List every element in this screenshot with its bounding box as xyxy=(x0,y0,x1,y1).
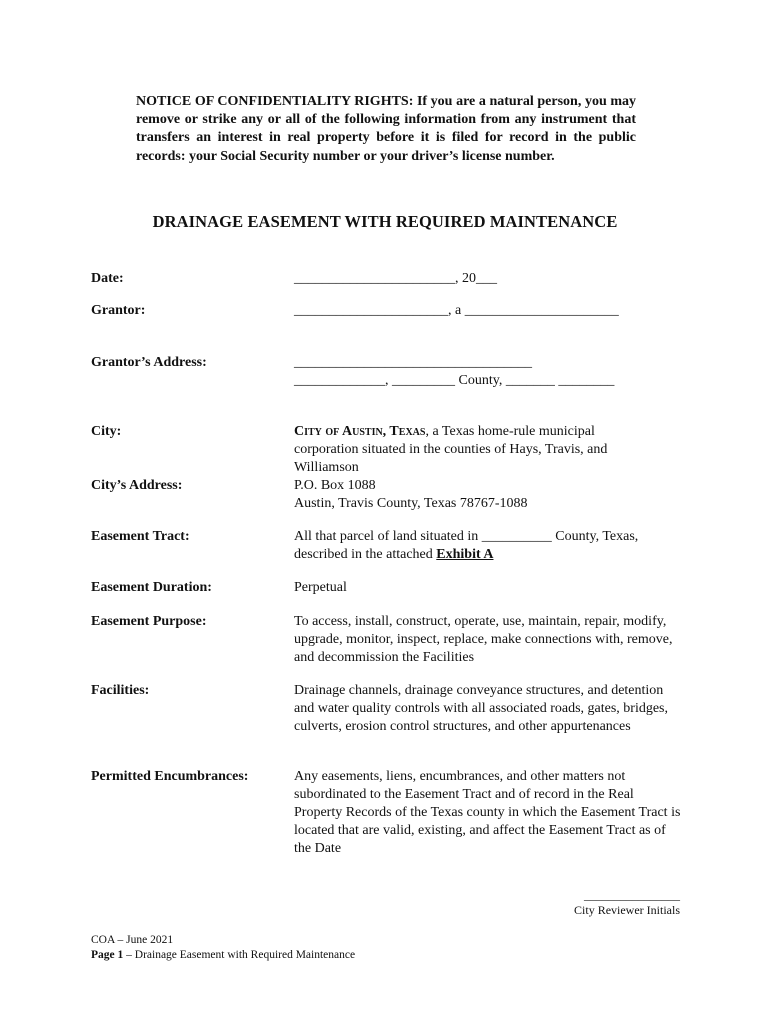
city-label: City: xyxy=(91,424,122,439)
city-address-value xyxy=(294,477,684,513)
easement-duration-value: Perpetual xyxy=(294,580,347,595)
reviewer-initials-label: City Reviewer Initials xyxy=(574,903,680,917)
grantor-address-line2: _____________, _________ County, _______ ________ xyxy=(294,373,615,388)
footer-document-name: – Drainage Easement with Required Maintenance xyxy=(123,949,356,961)
confidentiality-notice: NOTICE OF CONFIDENTIALITY RIGHTS: If you are a natural person, you may remove or strike any or all of the following information from any instrument that transfers an interest in real property before it is filed for record in the public records: your Social Security number or your driver’s license number. xyxy=(136,94,636,164)
easement-tract-label: Easement Tract: xyxy=(91,529,190,544)
city-description: , a Texas home-rule municipal corporation situated in the counties of Hays, Travis, and Williamson xyxy=(294,424,608,475)
grantor-address-label: Grantor’s Address: xyxy=(91,355,207,370)
grantor-address-value xyxy=(294,354,684,390)
grantor-label: Grantor: xyxy=(91,303,146,318)
city-address-label: City’s Address: xyxy=(91,478,183,493)
city-reviewer-initials xyxy=(560,888,680,918)
date-label: Date: xyxy=(91,271,124,286)
date-value: _______________________, 20___ xyxy=(294,271,497,286)
city-address-line2: Austin, Travis County, Texas 78767-1088 xyxy=(294,496,528,511)
permitted-encumbrances-label: Permitted Encumbrances: xyxy=(91,769,249,784)
facilities-value: Drainage channels, drainage conveyance structures, and detention and water quality controls with all associated roads, gates, bridges, culverts, erosion control structures, and other appurtenances xyxy=(294,683,669,734)
document-title: DRAINAGE EASEMENT WITH REQUIRED MAINTENANCE xyxy=(152,212,618,231)
footer-page-number: Page 1 xyxy=(91,949,124,961)
exhibit-a-reference: Exhibit A xyxy=(436,547,494,562)
permitted-encumbrances-value: Any easements, liens, encumbrances, and other matters not subordinated to the Easement Tract and of record in the Real Property Records of the Texas county in which the Easement Tract is located that are valid, existing, and affect the Easement Tract as of the Date xyxy=(294,769,681,856)
city-address-line1: P.O. Box 1088 xyxy=(294,478,376,493)
easement-purpose-label: Easement Purpose: xyxy=(91,614,207,629)
grantor-address-line1: __________________________________ xyxy=(294,355,532,370)
easement-tract-text: All that parcel of land situated in __________ County, Texas, described in the attached xyxy=(294,529,639,562)
footer-revision: COA – June 2021 xyxy=(91,934,174,946)
footer-page-line xyxy=(91,948,355,963)
easement-duration-label: Easement Duration: xyxy=(91,580,212,595)
city-name: City of Austin, Texas xyxy=(294,424,426,439)
easement-purpose-value: To access, install, construct, operate, use, maintain, repair, modify, upgrade, monitor, inspect, replace, make connections with, remove, and decommission the Facilities xyxy=(294,614,673,665)
facilities-label: Facilities: xyxy=(91,683,150,698)
reviewer-initials-line: ________________ xyxy=(584,888,680,902)
grantor-value: ______________________, a ______________________ xyxy=(294,303,619,318)
easement-tract-value xyxy=(294,528,684,564)
city-value xyxy=(294,423,644,477)
page-footer xyxy=(91,933,355,963)
